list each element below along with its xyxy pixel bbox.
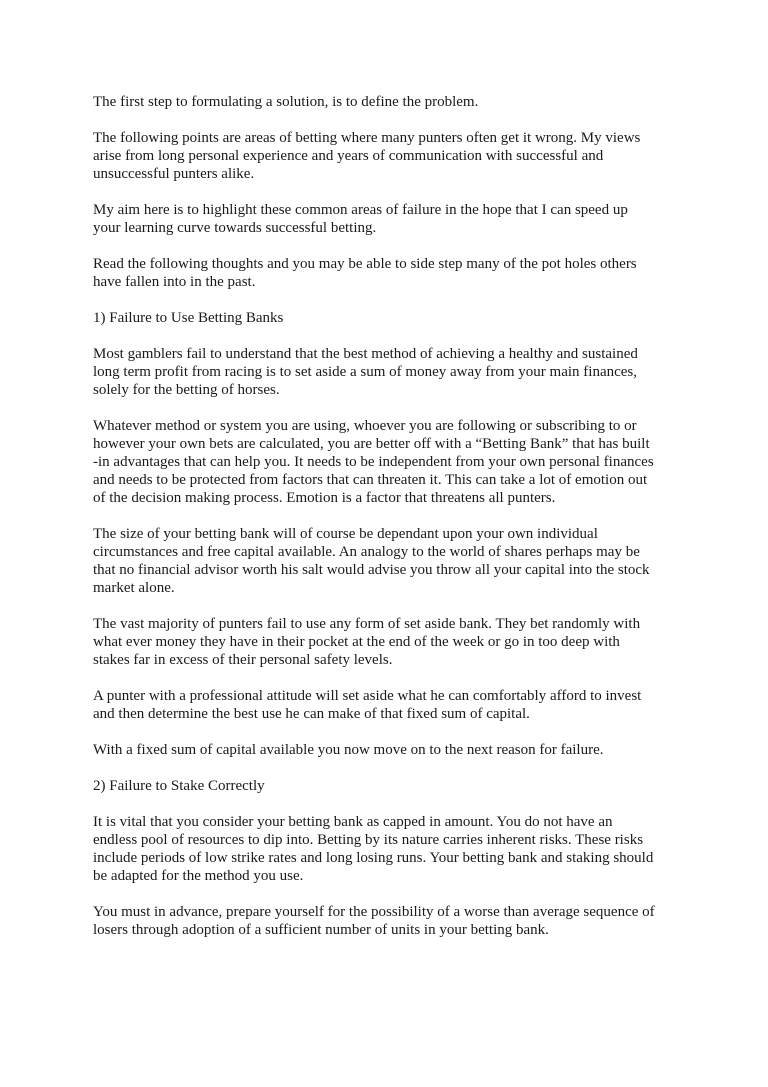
- body-paragraph: Whatever method or system you are using, whoever you are following or subscribing to or however your own bets are calculated, you are better off with a “Betting Bank” that has built -in advantages that can help you. It needs to be independent from your own personal finances and needs to be protected from factors that can threaten it. This can take a lot of emotion out of the decision making process. Emotion is a factor that threatens all punters.: [93, 418, 654, 506]
- body-paragraph: A punter with a professional attitude will set aside what he can comfortably afford to invest and then determine the best use he can make of that fixed sum of capital.: [93, 688, 642, 722]
- body-paragraph: The following points are areas of betting where many punters often get it wrong. My views arise from long personal experience and years of communication with successful and unsuccessful punters alike.: [93, 130, 641, 182]
- section-heading: 1) Failure to Use Betting Banks: [93, 310, 284, 326]
- body-paragraph: It is vital that you consider your betting bank as capped in amount. You do not have an endless pool of resources to dip into. Betting by its nature carries inherent risks. These risks include periods of low strike rates and long losing runs. Your betting bank and staking should be adapted for the method you use.: [93, 814, 654, 884]
- body-paragraph: With a fixed sum of capital available you now move on to the next reason for failure.: [93, 742, 604, 758]
- body-paragraph: My aim here is to highlight these common areas of failure in the hope that I can speed up your learning curve towards successful betting.: [93, 202, 628, 236]
- body-paragraph: The vast majority of punters fail to use any form of set aside bank. They bet randomly with what ever money they have in their pocket at the end of the week or go in too deep with stakes far in excess of their personal safety levels.: [93, 616, 641, 668]
- body-paragraph: Most gamblers fail to understand that the best method of achieving a healthy and sustained long term profit from racing is to set aside a sum of money away from your main finances, solely for the betting of horses.: [93, 346, 638, 398]
- body-paragraph: The size of your betting bank will of course be dependant upon your own individual circumstances and free capital available. An analogy to the world of shares perhaps may be that no financial advisor worth his salt would advise you throw all your capital into the stock market alone.: [93, 526, 650, 596]
- document-body: [93, 93, 683, 957]
- intro-paragraph: The first step to formulating a solution, is to define the problem.: [93, 94, 479, 110]
- body-paragraph: Read the following thoughts and you may be able to side step many of the pot holes others have fallen into in the past.: [93, 256, 637, 290]
- body-paragraph: You must in advance, prepare yourself for the possibility of a worse than average sequence of losers through adoption of a sufficient number of units in your betting bank.: [93, 904, 655, 938]
- section-heading: 2) Failure to Stake Correctly: [93, 778, 265, 794]
